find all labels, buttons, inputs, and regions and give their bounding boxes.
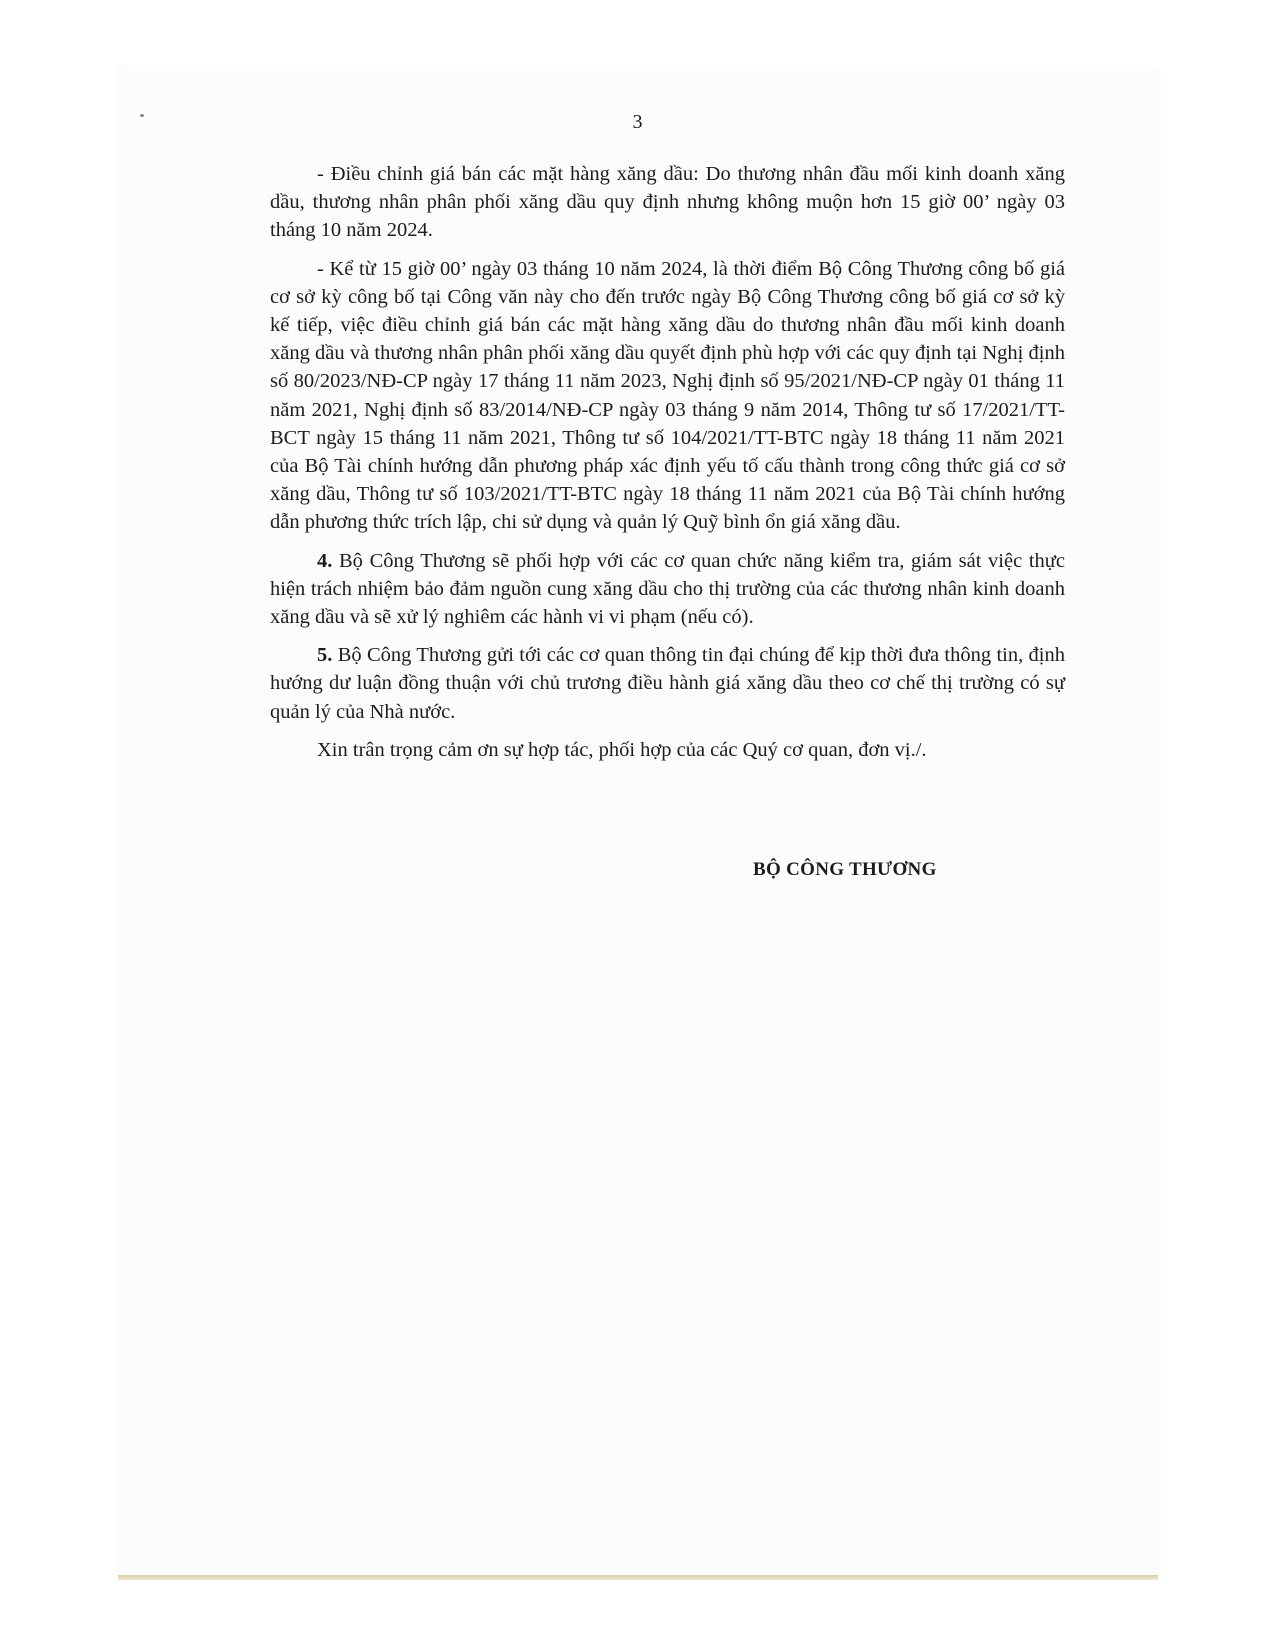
paragraph-item-5 [270, 641, 1065, 726]
closing-line: Xin trân trọng cảm ơn sự hợp tác, phối hợp của các Quý cơ quan, đơn vị./. [317, 738, 927, 761]
item-number: 5. [317, 644, 333, 667]
signature-organization: BỘ CÔNG THƯƠNG [753, 859, 937, 880]
page-number: 3 [632, 111, 643, 133]
document-body [270, 160, 1065, 764]
paragraph-text: Bộ Công Thương gửi tới các cơ quan thông tin đại chúng để kịp thời đưa thông tin, định hướng dư luận đồng thuận với chủ trương điều hành giá xăng dầu theo cơ chế thị trường có sự quản lý của Nhà nước. [270, 644, 1065, 723]
item-number: 4. [317, 549, 333, 572]
paragraph-legal-basis [270, 255, 1065, 537]
page-bottom-edge [118, 1575, 1158, 1580]
paragraph-text: - Điều chỉnh giá bán các mặt hàng xăng dầu: Do thương nhân đầu mối kinh doanh xăng dầu, thương nhân phân phối xăng dầu quy định nhưng không muộn hơn 15 giờ 00’ ngày 03 tháng 10 năm 2024. [270, 163, 1065, 242]
paragraph-item-4 [270, 547, 1065, 632]
paragraph-text: Bộ Công Thương sẽ phối hợp với các cơ quan chức năng kiểm tra, giám sát việc thực hiện trách nhiệm bảo đảm nguồn cung xăng dầu cho thị trường của các thương nhân kinh doanh xăng dầu và sẽ xử lý nghiêm các hành vi vi phạm (nếu có). [270, 549, 1065, 629]
paragraph-price-adjustment [270, 160, 1065, 245]
paragraph-text: - Kể từ 15 giờ 00’ ngày 03 tháng 10 năm 2024, là thời điểm Bộ Công Thương công bố giá cơ sở kỳ công bố tại Công văn này cho đến trước ngày Bộ Công Thương công bố giá cơ sở kỳ kế tiếp, việc điều chỉnh giá bán các mặt hàng xăng dầu do thương nhân đầu mối kinh doanh xăng dầu và thương nhân phân phối xăng dầu quyết định phù hợp với các quy định tại Nghị định số 80/2023/NĐ-CP ngày 17 tháng 11 năm 2023, Nghị định số 95/2021/NĐ-CP ngày 01 tháng 11 năm 2021, Nghị định số 83/2014/NĐ-CP ngày 03 tháng 9 năm 2014, Thông tư số 17/2021/TT-BCT ngày 15 tháng 11 năm 2021, Thông tư số 104/2021/TT-BTC ngày 18 tháng 11 năm 2021 của Bộ Tài chính hướng dẫn phương pháp xác định yếu tố cấu thành trong công thức giá cơ sở xăng dầu, Thông tư số 103/2021/TT-BTC ngày 18 tháng 11 năm 2021 của Bộ Tài chính hướng dẫn phương thức trích lập, chi sử dụng và quản lý Quỹ bình ổn giá xăng dầu. [270, 257, 1065, 534]
